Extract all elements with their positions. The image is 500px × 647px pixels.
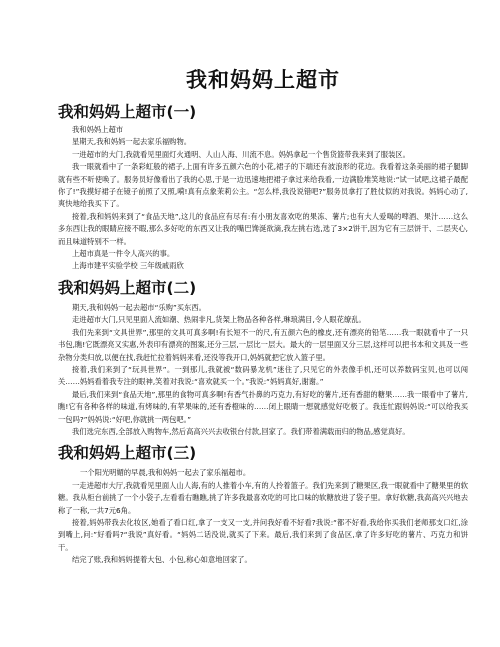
section-1-paragraph: 一进超市的大门,我就看见里面灯火通明、人山人海、川流不息。妈妈拿起一个售货篮带我来到了服装区。: [72, 149, 410, 159]
section-1-paragraph: 我和妈妈上超市: [72, 125, 124, 134]
section-3-paragraph: 一走进超市大厅,我就看见里面人山人海,有的人推着小车,有的人拎着篮子。我们先来到了糖果区,我一眼就看中了糖果里的软糖。我从柜台前挑了一个小袋子,左看看右瞧瞧,挑了许多我最喜欢吃的可比口味的软糖放进了袋子里。拿好软糖,我高高兴兴地去称了一称,一共7元6角。: [58, 480, 469, 515]
section-1: [58, 102, 468, 273]
document-title: 我和妈妈上超市: [186, 68, 340, 92]
section-2-paragraph: 我们选完东西,全部放入购物车,然后高高兴兴去收银台付款,回家了。我们带着满载而归的物品,感觉真好。: [72, 426, 410, 436]
section-1-paragraph: 上超市真是一件令人高兴的事。: [72, 249, 175, 259]
section-1-heading: 我和妈妈上超市(一): [58, 103, 197, 121]
section-2-heading: 我和妈妈上超市(二): [58, 278, 197, 297]
section-3-paragraph: 一个阳光明媚的早晨,我和妈妈一起去了家乐福超市。: [80, 468, 251, 478]
section-2: [58, 278, 468, 438]
section-2-paragraph: 我们先来到“文具世界”,那里的文具可真多啊!有长短不一的尺,有五颜六色的橡皮,还有漂亮的铅笔……我一眼就看中了一只书包,瞧!它既漂亮又实惠,外表印有漂亮的图案,还分三层,一层比一层大。最大的一层里面又分三层,这样可以把书本和文具及一些杂物分类归放,以便在找,我赶忙拉着妈妈来看,还没等我开口,妈妈就把它放入篮子里。: [58, 327, 468, 362]
section-3-paragraph: 接着,妈妈带我去化妆区,她看了看口红,拿了一支又一支,并问我好看不好看?我说:“都不好看,我给你买我们老师那支口红,涂到嘴上,问:”好看吗?“我说”真好看。“妈妈二话没说,就买了下来。最后,我们来到了食品区,拿了许多好吃的薯片、巧克力和饼干。: [58, 517, 468, 552]
section-3: [58, 443, 468, 566]
section-2-paragraph: 接着,我们来到了“玩具世界”。一到那儿,我就被“数码暴龙机”迷住了,只见它的外表像手机,还可以养数码宝贝,也可以闯关……妈妈看着我专注的眼神,笑着对我说:“喜欢就买一个。”我说:“妈妈真好,谢谢。”: [58, 364, 468, 387]
section-3-heading: 我和妈妈上超市(三): [58, 444, 197, 463]
section-1-byline: 上海市建平实验学校 三年级戚雨欣: [72, 261, 184, 271]
section-1-paragraph: 我一眼就看中了一条彩虹般的裙子,上面有许多五颜六色的小花,裙子的下端还有波浪形的花边。我看着这条美丽的裙子腿脚就有些不听使唤了。服务员好像看出了我的心思,于是一边迅速地把裙子拿过来给我看,一边满脸堆笑地说:“试一试吧,这裙子最配你了!”我摸好裙子在镜子前照了又照,嗬!真有点象茉莉公主。“怎么样,我没说错吧?”服务员拿打了胜仗似的对我说。妈妈心动了,爽快地给我买下了。: [58, 162, 468, 209]
section-2-paragraph: 期天,我和妈妈一起去超市“乐购”买东西。: [72, 302, 206, 312]
section-2-paragraph: 走进超市大门,只见里面人流如潮、热闹非凡,货架上物品各种各样,琳琅满目,令人眼花缭乱。: [72, 315, 366, 325]
section-1-paragraph: 接着,我和妈妈来到了“食品天地”,这儿的食品应有尽有:有小朋友喜欢吃的果冻、薯片;也有大人爱喝的啤酒、果汁……这么多东西让我的眼睛应接不暇,那么多好吃的东西又让我的嘴巴馋涎欲滴,我左挑右选,选了3×2饼干,因为它有三层饼干、二层夹心,而且味道特别不一样。: [58, 211, 468, 246]
section-3-paragraph: 结完了账,我和妈妈提着大包、小包,称心如意地回家了。: [72, 555, 252, 565]
section-2-paragraph: 最后,我们来到“食品天地”,那里的食物可真多啊!有香气扑鼻的巧克力,有好吃的薯片,还有香甜的糖果……我一眼看中了薯片,瞧!它有各种各样的味道,有烤味的,有苹果味的,还有香橙味的……闭上眼睛一想就感觉好吃极了。我连忙跟妈妈说:“可以给我买一包吗?”妈妈说:“好吧,你就挑一两包吧。”: [58, 389, 468, 424]
section-1-paragraph: 星期天,我和妈妈一起去家乐福购物。: [72, 137, 192, 147]
